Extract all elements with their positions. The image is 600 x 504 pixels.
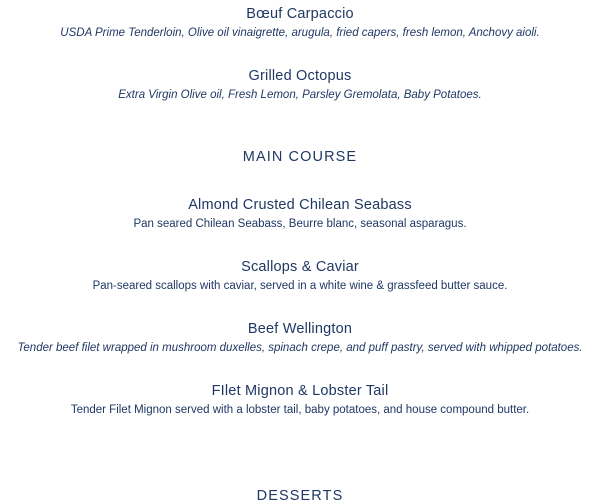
spacer xyxy=(6,105,594,149)
spacer xyxy=(6,233,594,257)
menu-item-filet-mignon-and-lobster-tail xyxy=(6,381,594,419)
spacer xyxy=(6,42,594,66)
menu-item-grilled-octopus xyxy=(6,66,594,104)
menu-item-name: Beef Wellington xyxy=(247,321,353,338)
menu-item-description: Tender Filet Mignon served with a lobster tail, baby potatoes, and house compound butter. xyxy=(70,404,530,417)
menu-item-beef-wellington xyxy=(6,319,594,357)
spacer xyxy=(6,295,594,319)
menu-item-boeuf-carpaccio xyxy=(6,4,594,42)
section-heading-main-course: MAIN COURSE xyxy=(242,148,358,165)
menu-item-description: Tender beef filet wrapped in mushroom duxelles, spinach crepe, and puff pastry, served with whipped potatoes. xyxy=(17,342,583,355)
menu-item-description: USDA Prime Tenderloin, Olive oil vinaigrette, arugula, fried capers, fresh lemon, Anchovy aioli. xyxy=(60,27,540,40)
menu-item-name: Bœuf Carpaccio xyxy=(246,6,354,22)
menu-item-scallops-and-caviar xyxy=(6,257,594,295)
menu-item-description: Pan-seared scallops with caviar, served in a white wine & grassfeed butter sauce. xyxy=(92,279,508,292)
menu-item-name: Scallops & Caviar xyxy=(241,258,359,275)
spacer xyxy=(6,357,594,381)
spacer xyxy=(6,464,594,488)
spacer xyxy=(6,165,594,195)
spacer xyxy=(6,420,594,464)
menu-item-description: Extra Virgin Olive oil, Fresh Lemon, Parsley Gremolata, Baby Potatoes. xyxy=(118,89,482,102)
menu-item-almond-crusted-chilean-seabass xyxy=(6,195,594,233)
section-heading-desserts: DESSERTS xyxy=(256,487,344,504)
menu-item-name: Grilled Octopus xyxy=(248,68,352,85)
menu-item-description: Pan seared Chilean Seabass, Beurre blanc, seasonal asparagus. xyxy=(133,217,467,230)
menu-item-name: Almond Crusted Chilean Seabass xyxy=(188,196,412,213)
menu-item-name: FIlet Mignon & Lobster Tail xyxy=(211,383,389,400)
